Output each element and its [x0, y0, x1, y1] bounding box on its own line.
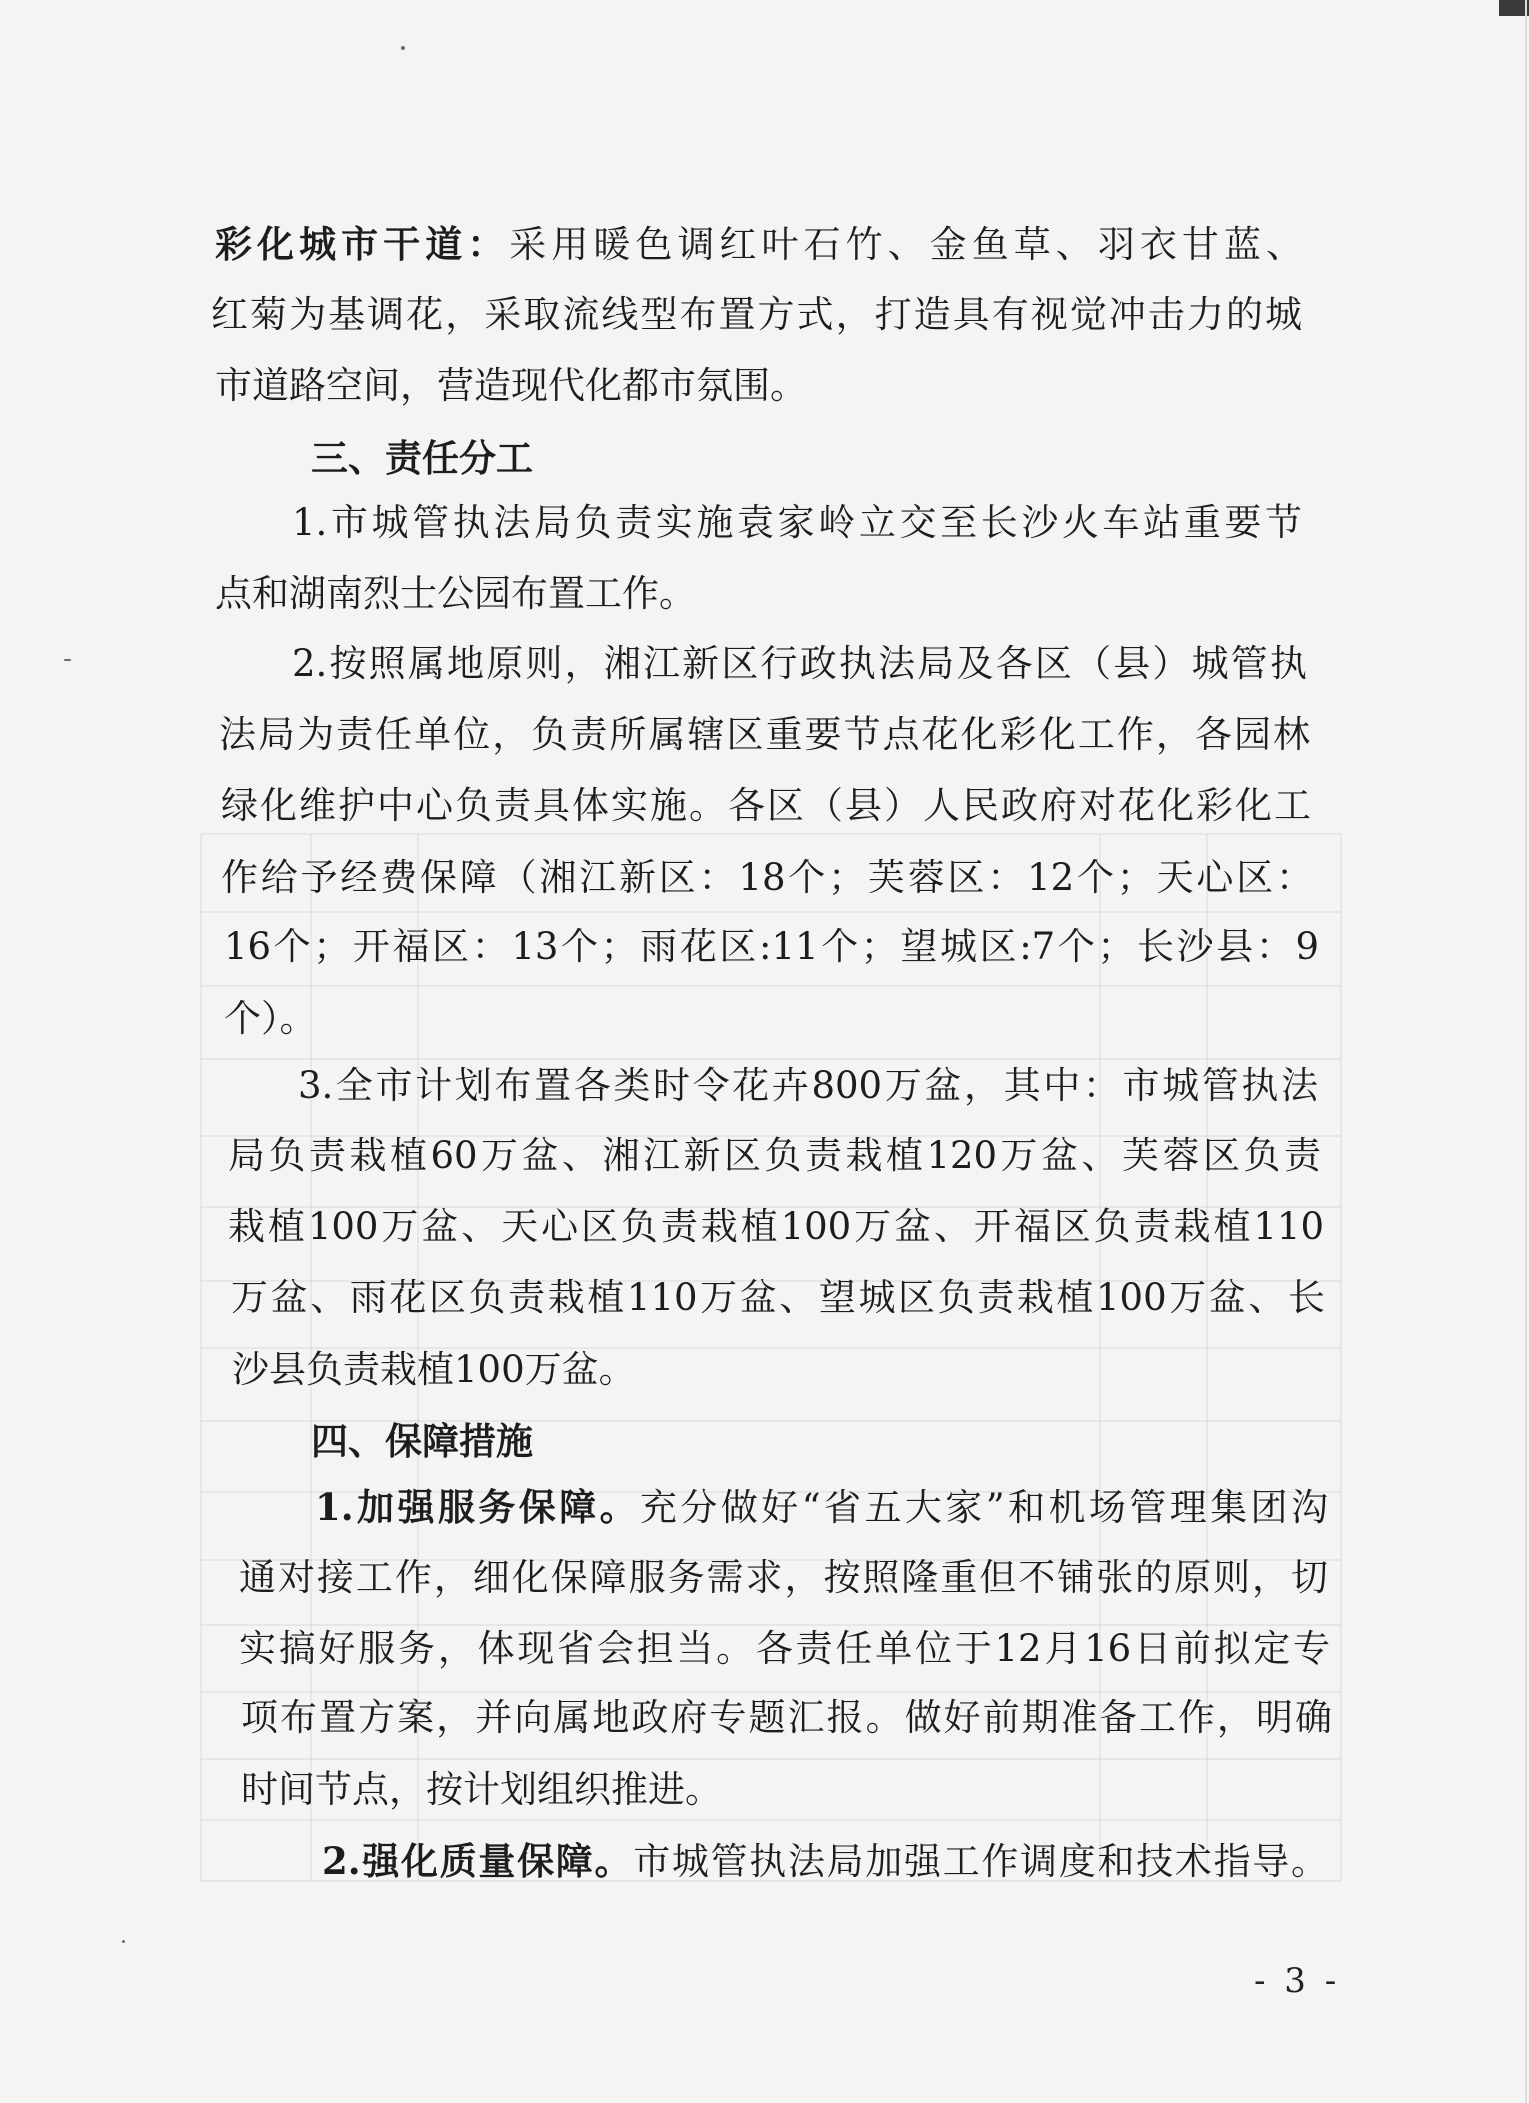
- line-text: 时间节点，按计划组织推进。: [241, 1768, 722, 1811]
- line-text: 3.全市计划布置各类时令花卉800万盆，其中：市城管执法: [298, 1064, 1318, 1107]
- paragraph-line: [292, 639, 1307, 689]
- line-text: 2.按照属地原则，湘江新区行政执法局及各区（县）城管执: [292, 642, 1307, 685]
- line-text: 16个；开福区：13个；雨花区:11个；望城区:7个；长沙县：9: [224, 925, 1319, 968]
- line-text: 红菊为基调花，采取流线型布置方式，打造具有视觉冲击力的城: [211, 293, 1302, 336]
- page-number: - 3 -: [1254, 1961, 1341, 2001]
- scan-speck: [122, 1940, 125, 1943]
- paragraph-line: [239, 1553, 1328, 1603]
- scan-border-edge: [1525, 0, 1527, 2103]
- paragraph-line: [239, 1624, 1330, 1674]
- paragraph-line: [211, 290, 1302, 340]
- paragraph-line: [215, 569, 696, 619]
- paragraph-line: [228, 1131, 1321, 1181]
- section-heading-safeguards: [311, 1417, 533, 1467]
- line-text: 万盆、雨花区负责栽植110万盆、望城区负责栽植100万盆、长: [231, 1276, 1325, 1319]
- section-heading-responsibility: [311, 434, 533, 484]
- line-text: 栽植100万盆、天心区负责栽植100万盆、开福区负责栽植110: [228, 1205, 1324, 1248]
- line-text: 点和湖南烈士公园布置工作。: [215, 572, 696, 615]
- line-text: 作给予经费保障（湘江新区：18个；芙蓉区：12个；天心区：: [221, 856, 1313, 899]
- paragraph-line: [292, 498, 1302, 548]
- paragraph-line: [221, 781, 1311, 831]
- paragraph-line: [219, 710, 1310, 760]
- paragraph-line: [241, 1693, 1332, 1743]
- paragraph-line: [215, 361, 807, 411]
- paragraph-line: [224, 994, 317, 1044]
- line-text: 1.市城管执法局负责实施袁家岭立交至长沙火车站重要节: [292, 501, 1302, 544]
- line-text: 沙县负责栽植100万盆。: [232, 1348, 636, 1391]
- line-text: 个）。: [224, 997, 317, 1040]
- paragraph-line: [215, 219, 1303, 269]
- bold-lead: 2.强化质量保障。: [322, 1839, 634, 1883]
- paragraph-line: [228, 1202, 1324, 1252]
- line-text: 项布置方案，并向属地政府专题汇报。做好前期准备工作，明确: [241, 1696, 1332, 1739]
- paragraph-line: [315, 1482, 1328, 1532]
- paragraph-line: [241, 1765, 722, 1815]
- line-text: 实搞好服务，体现省会担当。各责任单位于12月16日前拟定专: [239, 1627, 1330, 1670]
- paragraph-line: [298, 1061, 1318, 1111]
- heading-text: 四、保障措施: [311, 1420, 533, 1463]
- line-text: 局负责栽植60万盆、湘江新区负责栽植120万盆、芙蓉区负责: [228, 1134, 1321, 1177]
- paragraph-line: [224, 922, 1319, 972]
- line-text: 法局为责任单位，负责所属辖区重要节点花化彩化工作，各园林: [219, 713, 1310, 756]
- heading-text: 三、责任分工: [311, 437, 533, 480]
- scan-speck: [401, 46, 405, 50]
- scan-speck: [64, 659, 71, 661]
- line-text: 充分做好“省五大家”和机场管理集团沟: [640, 1486, 1328, 1529]
- paragraph-line: [322, 1836, 1328, 1886]
- paragraph-line: [232, 1345, 636, 1395]
- bold-lead: 彩化城市干道：: [215, 222, 510, 266]
- line-text: 市道路空间，营造现代化都市氛围。: [215, 364, 807, 407]
- paragraph-line: [231, 1273, 1325, 1323]
- line-text: 采用暖色调红叶石竹、金鱼草、羽衣甘蓝、: [509, 223, 1303, 266]
- paragraph-line: [221, 853, 1313, 903]
- line-text: 市城管执法局加强工作调度和技术指导。: [633, 1840, 1328, 1883]
- line-text: 绿化维护中心负责具体实施。各区（县）人民政府对花化彩化工: [221, 784, 1311, 827]
- line-text: 通对接工作，细化保障服务需求，按照隆重但不铺张的原则，切: [239, 1556, 1328, 1599]
- bold-lead: 1.加强服务保障。: [315, 1485, 640, 1529]
